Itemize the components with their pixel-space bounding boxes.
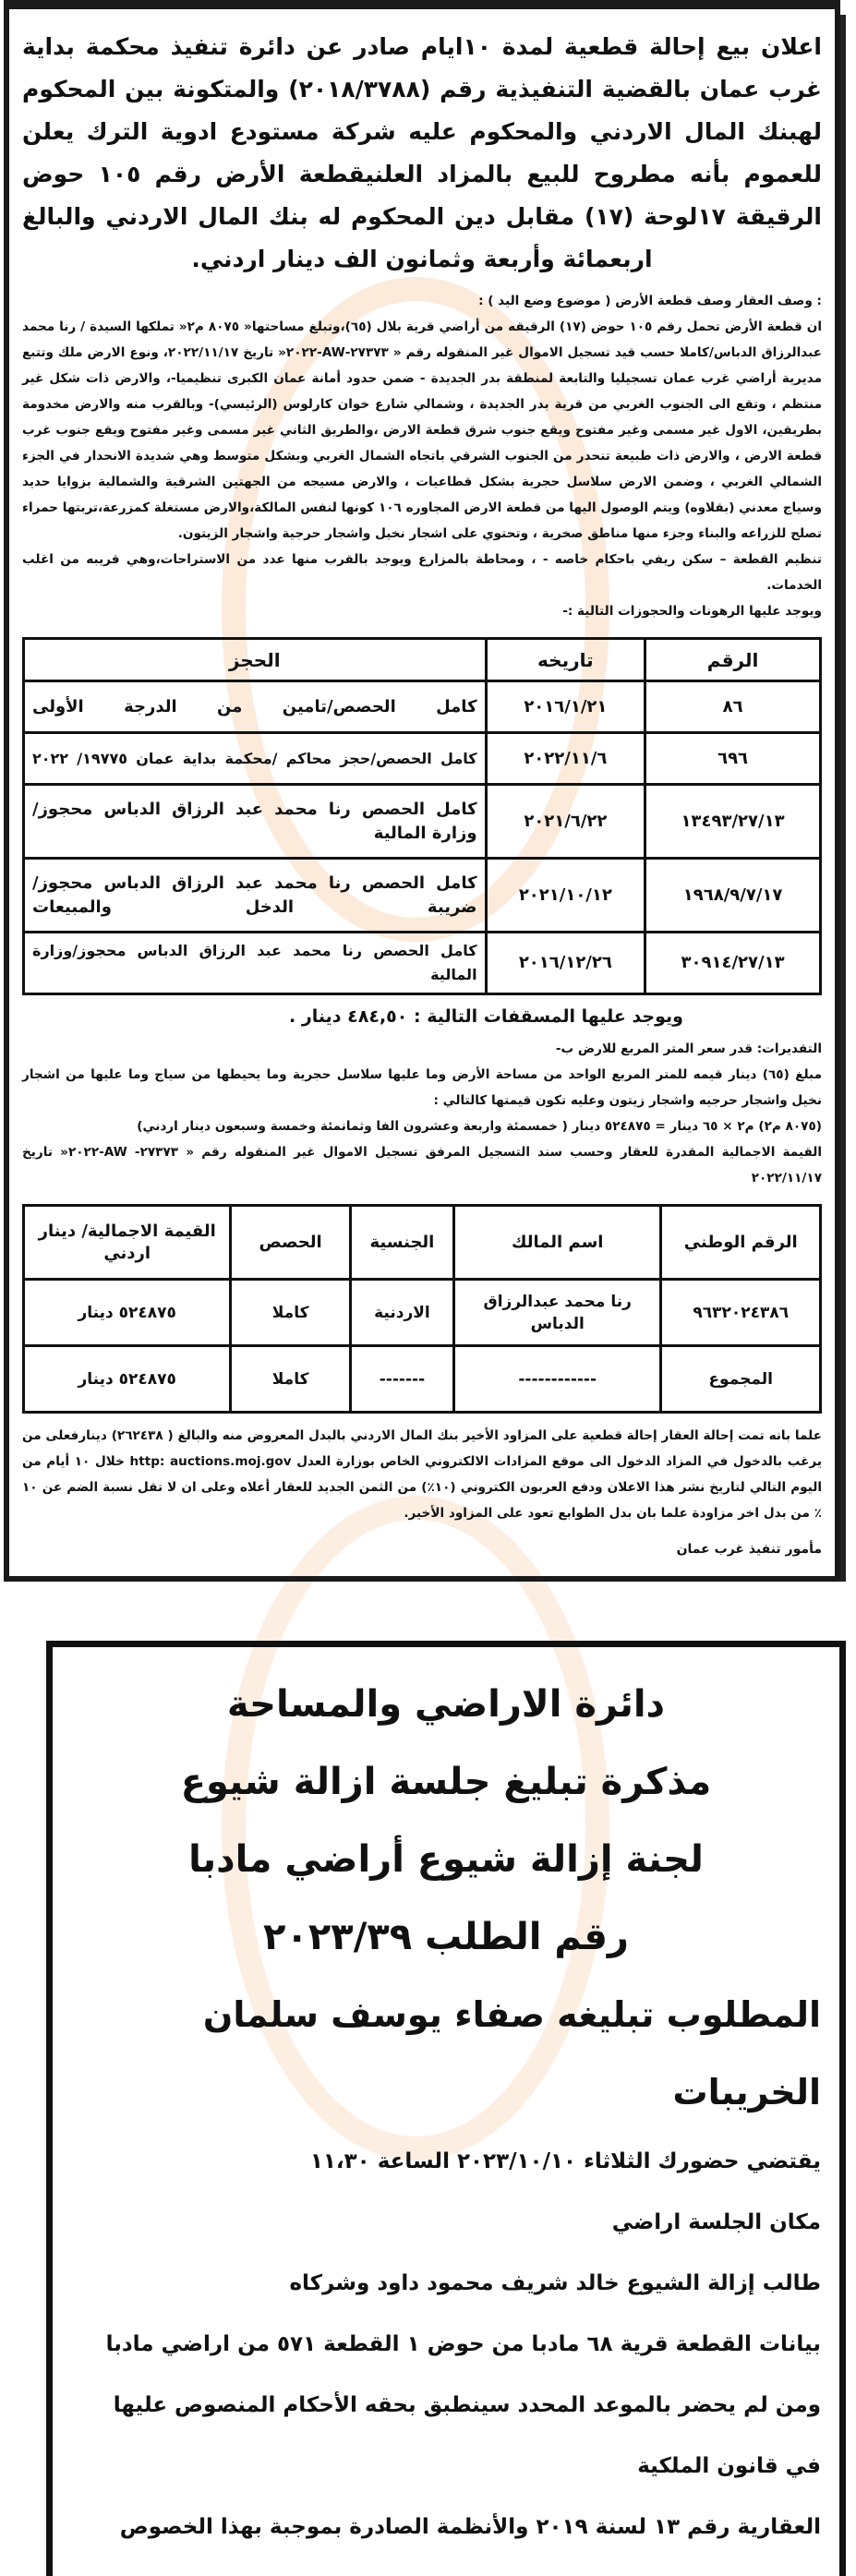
cell: كامل الحصص/تامين من الدرجة الأولى: [24, 681, 487, 733]
table-row: [24, 733, 821, 785]
cell: كامل الحصص/حجز محاكم /محكمة بداية عمان ١٩٧٧٥/ ٢٠٢٢: [24, 733, 487, 785]
cell: ٢٠٢١/٦/٢٢: [486, 785, 645, 859]
cell: ٢٠١٦/١٢/٢٦: [486, 933, 645, 994]
table-row: [24, 859, 821, 933]
cell: ٩٦٣٢٠٢٤٣٨٦: [661, 1280, 821, 1346]
cell: رنا محمد عبدالرزاق الدباس: [454, 1280, 661, 1346]
announcement-headline: اعلان بيع إحالة قطعية لمدة ١٠ايام صادر عن دائرة تنفيذ محكمة بداية غرب عمان بالقضية التنفيذية رقم (٢٠١٨/٣٧٨٨) والمتكونة بين المحكوم لهبنك المال الاردني والمحكوم عليه شركة مستودع ادوية الترك يعلن للعموم بأنه مطروح للبيع بالمزاد العلنيقطعة الأرض رقم ١٠٥ حوض الرقيقة ١٧لوحة (١٧) مقابل دين المحكوم له بنك المال الاردني والبالغ اربعمائة وأربعة وثمانون الف دينار اردني.: [22, 33, 822, 272]
legal-reference: العقارية رقم ١٣ لسنة ٢٠١٩ والأنظمة الصادرة بموجبة بهذا الخصوص: [119, 2515, 821, 2539]
header-total-value: القيمة الاجمالية/ دينار اردني: [24, 1206, 231, 1280]
cell: المجموع: [661, 1346, 821, 1413]
valuation-total: القيمة الاجمالية المقدرة للعقار وحسب سند التسجيل المرفق تسجيل الاموال غير المنقوله رقم « ٢٧٣٧٣- AW-٢٠٢٢« تاريخ ٢٠٢٢/١١/١٧: [22, 1145, 823, 1186]
cell: ١٣٤٩٣/٢٧/١٣: [645, 785, 821, 859]
cell: كاملا: [231, 1280, 350, 1346]
legal-warning: ومن لم يحضر بالموعد المحدد سينطبق بحقه الأحكام المنصوص عليها في قانون الملكية: [113, 2393, 821, 2478]
header-shares: الحصص: [231, 1206, 350, 1280]
cell: ١٩٦٨/٩/٧/١٧: [645, 859, 821, 933]
description-body: ان قطعة الأرض تحمل رقم ١٠٥ حوض (١٧) الرقيقه من أراضي قرية بلال (٦٥)،وتبلغ مساحتها« ٨٠٧٥ م٢« تملكها السيدة / رنا محمد عبدالرزاق الدباس/كاملا حسب قيد تسجيل الاموال غير المنقوله رقم « ٢٧٣٧٣-AW-٢٠٢٢« تاريخ ٢٠٢٢/١١/١٧، ونوع الارض ملك وتتبع مديرية أراضي غرب عمان تسجيليا والتابعة لمنطقة بدر الجديدة - ضمن حدود أمانة عمان الكبرى تنظيميا-، والارض ذات شكل غير منتظم ، وتقع الى الجنوب الغربي من قرية بدر الجديدة ، وشمالي شارع خوان كارلوس (الرئيسي)- وبالقرب منه والارض مخدومة بطريقين، الاول غير مسمى وغير مفتوح ويقع جنوب شرق قطعة الارض ،والطريق الثاني غير مسمى وغير مفتوح ويقع جنوب غرب قطعة الارض ، والارض ذات طبيعة تنحدر من الجنوب الشرقي باتجاه الشمال الغربي وبشكل متوسط وهي شديدة الانحدار في الجزء الشمالي الغربي ، وضمن الارض سلاسل حجرية بشكل قطاعيات ، والارض مسيجه من الجهتين الشرقية والشمالية بزوايا حديد وسياج معدني (بقلاوه) ويتم الوصول اليها من قطعة الارض المجاوره ١٠٦ كونها لنفس المالكة،والارض مستغلة كمزرعة،تربتها حمراء تصلح للزراعه والبناء وجزء منها مناطق صخرية ، وتحتوي على اشجار نخيل واشجار حرجية واشجار الزيتون.: [22, 319, 822, 541]
zoning-text: تنظيم القطعة – سكن ريفي باحكام خاصه - ، ومحاطة بالمزارع ويوجد بالقرب منها عدد من الاستراحات،وهي قريبه من اغلب الخدمات.: [22, 552, 822, 593]
department-title: دائرة الاراضي والمساحة: [226, 1683, 666, 1726]
cell: ------------: [454, 1346, 661, 1413]
header-date: تاريخه: [486, 639, 645, 681]
auction-notice: علما بانه تمت إحالة العقار إحالة قطعية على المزاود الأخير بنك المال الاردني بالبدل المعروض منه والبالغ ( ٢٦٢٤٣٨) دينارفعلى من يرغب بالدخول في المزاد الدخول الى موقع المزادات الالكتروني الخاص بوزارة العدل http: auctions.moj.gov خلال ١٠ أيام من اليوم التالي لتاريخ نشر هذا الاعلان ودفع العربون الكتروني (١٠٪) من الثمن الجديد للعقار أعلاه وعلى ان لا تقل نسبة الضم عن ١٠ ٪ من بدل اخر مزاودة علما بان بدل الطوابع تعود على المزاود الأخير.: [22, 1428, 822, 1521]
session-location: مكان الجلسة اراضي: [611, 2210, 821, 2234]
description-title: : وصف العقار وصف قطعة الأرض ( موضوع وضع اليد ) :: [478, 294, 822, 308]
auction-announcement: [4, 0, 840, 1582]
cell: ٦٩٦: [645, 733, 821, 785]
signature: مأمور تنفيذ غرب عمان: [676, 1542, 822, 1557]
cell: كاملا: [231, 1346, 350, 1413]
liens-table: [22, 637, 822, 995]
cell: ٨٦: [645, 681, 821, 733]
cell: ٢٠٢٢/١١/٦: [486, 733, 645, 785]
cell: كامل الحصص رنا محمد عبد الرزاق الدباس محجوز/وزارة المالية: [24, 785, 487, 859]
header-number: الرقم: [645, 639, 821, 681]
header-national-id: الرقم الوطني: [661, 1206, 821, 1280]
session-date: يقتضي حضورك الثلاثاء ٢٠٢٣/١٠/١٠ الساعة ١١،٣٠: [309, 2149, 821, 2173]
header-owner-name: اسم المالك: [454, 1206, 661, 1280]
owners-table: [22, 1204, 822, 1414]
cell: ٣٠٩١٤/٢٧/١٣: [645, 933, 821, 994]
cell: ٥٢٤٨٧٥ دينار: [24, 1346, 231, 1413]
valuation-calc: (٨٠٧٥ م٢) م٢ × ٦٥ دينار = ٥٢٤٨٧٥ دينار ( خمسمئة واربعة وعشرون الفا وثمانمئة وخمسة وسبعون دينار اردني): [137, 1119, 822, 1134]
cell: كامل الحصص رنا محمد عبد الرزاق الدباس محجوز/ضريبة الدخل والمبيعات: [24, 859, 487, 933]
parcel-details: بيانات القطعة قرية ٦٨ مادبا من حوض ١ القطعة ٥٧١ من اراضي مادبا: [105, 2332, 821, 2356]
table-row: [24, 1280, 821, 1346]
mortgages-intro: ويوجد عليها الرهونات والحجوزات التالية :-: [562, 604, 822, 619]
partition-notice: [46, 1641, 846, 2576]
cell: ٥٢٤٨٧٥ دينار: [24, 1280, 231, 1346]
cell: ٢٠٢١/١٠/١٢: [486, 859, 645, 933]
header-nationality: الجنسية: [350, 1206, 453, 1280]
cell: الاردنية: [350, 1280, 453, 1346]
arrears-text: ويوجد عليها المسقفات التالية : ٤٨٤,٥٠ دينار .: [289, 1006, 683, 1027]
cell: -------: [350, 1346, 453, 1413]
table-row: [24, 785, 821, 859]
request-number: رقم الطلب ٢٠٢٣/٣٩: [263, 1916, 629, 1958]
notified-person: المطلوب تبليغه صفاء يوسف سلمان الخريبات: [202, 1994, 821, 2113]
applicant: طالب إزالة الشيوع خالد شريف محمود داود وشركاه: [289, 2271, 821, 2295]
committee-title: لجنة إزالة شيوع أراضي مادبا: [188, 1838, 704, 1881]
valuation-text: مبلغ (٦٥) دينار قيمه للمتر المربع الواحد من مساحة الأرض وما عليها سلاسل حجرية وما يحيطها من سياج وما عليها من اشجار نخيل واشجار حرجيه واشجار زيتون وعليه تكون قيمتها كالتالي :: [22, 1067, 822, 1108]
table-row: [24, 933, 821, 994]
memo-title: مذكرة تبليغ جلسة ازالة شيوع: [180, 1761, 712, 1803]
header-lien: الحجز: [24, 639, 487, 681]
cell: ٢٠١٦/١/٢١: [486, 681, 645, 733]
cell: كامل الحصص رنا محمد عبد الرزاق الدباس محجوز/وزارة المالية: [24, 933, 487, 994]
table-total-row: [24, 1346, 821, 1413]
table-row: [24, 681, 821, 733]
valuation-title: التقديرات: قدر سعر المتر المربع للارض ب-: [555, 1041, 822, 1056]
